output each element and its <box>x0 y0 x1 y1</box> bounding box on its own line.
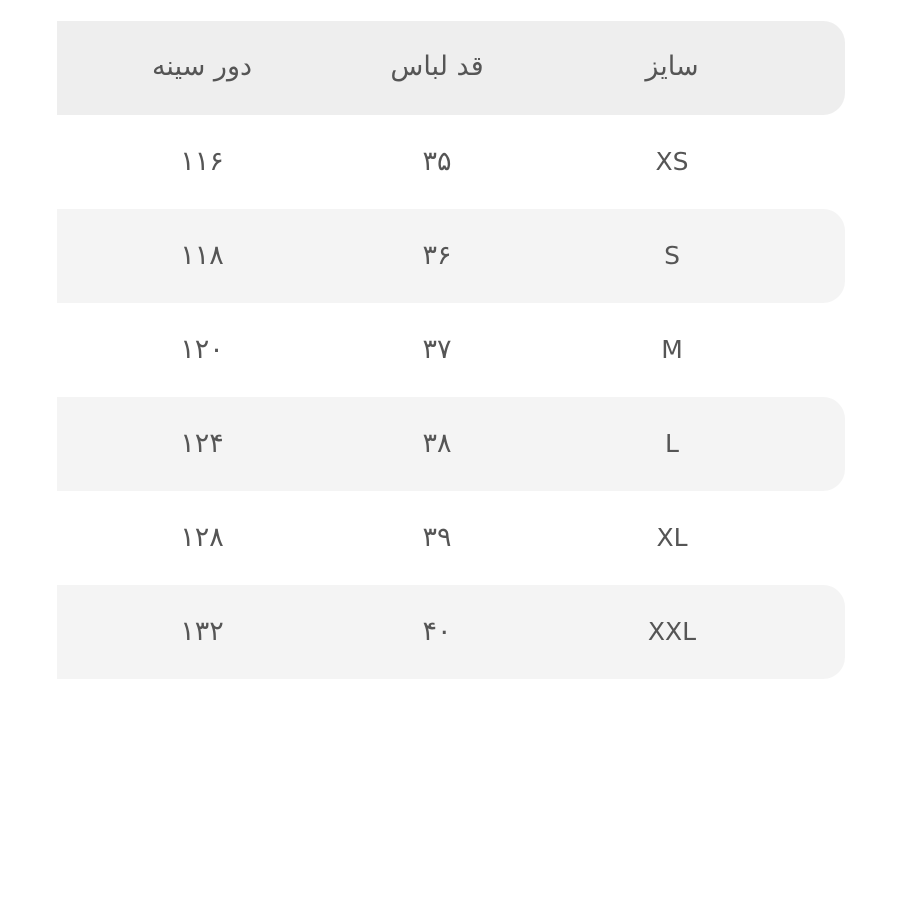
cell-size: M <box>661 335 683 364</box>
table-row <box>0 585 845 679</box>
cell-size: XXL <box>647 617 697 646</box>
cell-chest: ۱۳۲ <box>180 616 224 647</box>
cell-length: ۳۸ <box>422 428 452 459</box>
size-chart-table <box>0 21 845 679</box>
table-row <box>0 397 845 491</box>
table-row <box>0 115 845 209</box>
cell-chest: ۱۲۰ <box>180 334 224 365</box>
cell-chest: ۱۲۴ <box>180 428 224 459</box>
cell-length: ۳۵ <box>422 146 452 177</box>
cell-length: ۴۰ <box>422 616 452 647</box>
header-length: قد لباس <box>390 51 484 82</box>
header-chest: دور سینه <box>151 51 253 82</box>
table-row <box>0 303 845 397</box>
cell-chest: ۱۱۶ <box>180 146 224 177</box>
cell-size: S <box>664 241 680 270</box>
cell-length: ۳۶ <box>422 240 452 271</box>
cell-length: ۳۹ <box>422 522 452 553</box>
table-header-row <box>0 21 845 115</box>
table-row <box>0 209 845 303</box>
cell-size: L <box>665 429 679 458</box>
cell-chest: ۱۲۸ <box>180 522 224 553</box>
cell-length: ۳۷ <box>422 334 452 365</box>
cell-size: XL <box>656 523 688 552</box>
table-row <box>0 491 845 585</box>
cell-size: XS <box>655 147 689 176</box>
cell-chest: ۱۱۸ <box>180 240 224 271</box>
header-size: سایز <box>645 51 699 82</box>
